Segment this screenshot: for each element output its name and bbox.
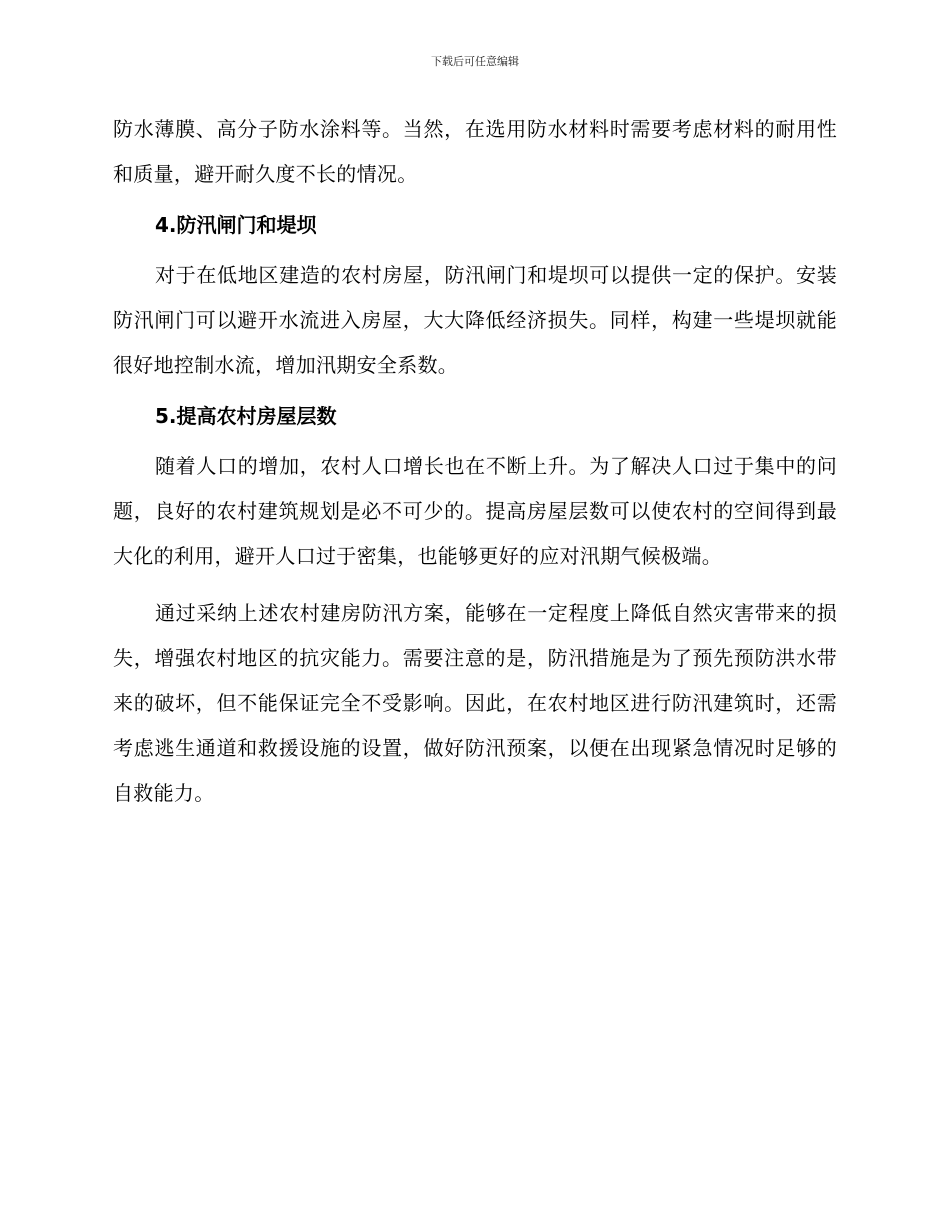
section-heading-raise-floors: 5.提高农村房屋层数 [155,404,337,428]
paragraph-waterproof-materials: 防水薄膜、高分子防水涂料等。当然，在选用防水材料时需要考虑材料的耐用性和质量，避开耐久度不长的情况。 [113,117,837,186]
document-body [113,107,837,816]
paragraph-flood-gates: 对于在低地区建造的农村房屋，防汛闸门和堤坝可以提供一定的保护。安装防汛闸门可以避开水流进入房屋，大大降低经济损失。同样，构建一些堤坝就能很好地控制水流，增加汛期安全系数。 [113,263,837,377]
paragraph-raise-floors: 随着人口的增加，农村人口增长也在不断上升。为了解决人口过于集中的问题，良好的农村建筑规划是必不可少的。提高房屋层数可以使农村的空间得到最大化的利用，避开人口过于密集，也能够更好的应对汛期气候极端。 [113,454,837,568]
page-header: 下载后可任意编辑 [431,55,519,68]
paragraph-conclusion: 通过采纳上述农村建房防汛方案，能够在一定程度上降低自然灾害带来的损失，增强农村地区的抗灾能力。需要注意的是，防汛措施是为了预先预防洪水带来的破坏，但不能保证完全不受影响。因此，在农村地区进行防汛建筑时，还需考虑逃生通道和救援设施的设置，做好防汛预案，以便在出现紧急情况时足够的自救能力。 [113,601,837,805]
paragraph-gap [113,579,837,591]
section-heading-flood-gates: 4.防汛闸门和堤坝 [155,213,317,237]
